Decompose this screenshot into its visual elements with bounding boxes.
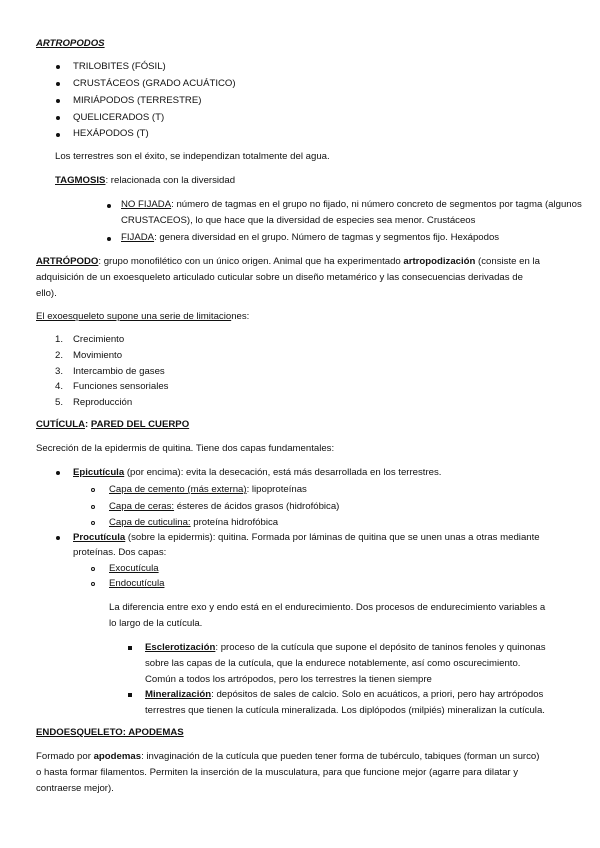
list-item: TRILOBITES (FÓSIL) <box>73 61 166 72</box>
bullet-icon <box>56 82 60 86</box>
capa-ceras-term: Capa de ceras: <box>109 501 175 512</box>
list-number: 1. <box>55 334 64 345</box>
apodemas-term: apodemas <box>93 751 142 762</box>
list-item: MIRIÁPODOS (TERRESTRE) <box>73 95 202 106</box>
endo-pre: Formado por <box>36 751 94 762</box>
procuticula-text: (sobre la epidermis): quitina. Formada por láminas de quitina que se unen unas a otras mediante <box>125 532 540 543</box>
bullet-icon <box>56 471 60 475</box>
list-number: 4. <box>55 381 64 392</box>
endoesqueleto-line2: o hasta formar filamentos. Permiten la inserción de la musculatura, para que funcione mejor (agarre para dilatar y <box>36 767 519 778</box>
list-item: Intercambio de gases <box>73 366 165 377</box>
capa-cemento-text: : lipoproteínas <box>246 484 307 495</box>
cuticula-intro: Secreción de la epidermis de quitina. Tiene dos capas fundamentales: <box>36 443 335 454</box>
list-item: CRUSTÁCEOS (GRADO ACUÁTICO) <box>73 78 236 89</box>
artropodo-line1 <box>36 256 540 268</box>
cuticula-heading <box>36 419 189 431</box>
bullet-icon <box>56 99 60 103</box>
limitaciones-underlined: El exoesqueleto supone una serie de limitacio <box>36 311 232 322</box>
tagmosis-item-cont: CRUSTACEOS), lo que hace que la diversidad de especies sea menor. Crustáceos <box>121 215 476 226</box>
mineralizacion-line2: terrestres que tienen la cutícula mineralizada. Los diplópodos (milpiés) mineralizan la cutícula. <box>145 705 545 716</box>
epicuticula-line <box>73 467 441 479</box>
square-bullet-icon <box>128 693 132 697</box>
circle-bullet-icon <box>91 567 95 571</box>
tagmosis-desc: : relacionada con la diversidad <box>105 175 236 186</box>
esclerotizacion-line3: Común a todos los artrópodos, pero los terrestres la tienen siempre <box>145 674 432 685</box>
sublist-item <box>109 484 307 496</box>
tagmosis-item <box>121 232 499 244</box>
list-item: Reproducción <box>73 397 133 408</box>
circle-bullet-icon <box>91 488 95 492</box>
circle-bullet-icon <box>91 521 95 525</box>
procuticula-line <box>73 532 540 544</box>
capa-ceras-text: ésteres de ácidos grasos (hidrofóbica) <box>174 501 340 512</box>
endoesqueleto-line1 <box>36 751 539 763</box>
square-bullet-icon <box>128 646 132 650</box>
epicuticula-term: Epicutícula <box>73 467 125 478</box>
cuticula-term: CUTÍCULA <box>36 419 86 430</box>
list-number: 2. <box>55 350 64 361</box>
limitaciones-rest: nes: <box>231 311 250 322</box>
title: ARTROPODOS <box>36 38 105 49</box>
diferencia-line1: La diferencia entre exo y endo está en el endurecimiento. Dos procesos de endurecimiento variables a <box>109 602 546 613</box>
esclerotizacion-term: Esclerotización <box>145 642 216 653</box>
tagmosis-item <box>121 199 582 211</box>
esclerotizacion-text: : proceso de la cutícula que supone el depósito de taninos fenoles y quinonas <box>215 642 546 653</box>
artropodizacion-term: artropodización <box>403 256 476 267</box>
list-item: QUELICERADOS (T) <box>73 112 165 123</box>
esclerotizacion-line2: sobre las capas de la cutícula, que la endurece notablemente, así como oscurecimiento. <box>145 658 521 669</box>
pared-term: PARED DEL CUERPO <box>90 419 190 430</box>
capa-cemento-term: Capa de cemento (más externa) <box>109 484 247 495</box>
capa-cuticulina-text: proteína hidrofóbica <box>190 517 279 528</box>
list-item: HEXÁPODOS (T) <box>73 128 149 139</box>
mineralizacion-text: : depósitos de sales de calcio. Solo en acuáticos, a priori, pero hay artrópodos <box>211 689 544 700</box>
cuticula-sep: : <box>85 419 91 430</box>
bullet-icon <box>56 133 60 137</box>
procuticula-cont: proteínas. Dos capas: <box>73 547 167 558</box>
no-fijada-term: NO FIJADA <box>121 199 172 210</box>
bullet-icon <box>56 536 60 540</box>
list-item: Movimiento <box>73 350 123 361</box>
mineralizacion-term: Mineralización <box>145 689 212 700</box>
list-number: 3. <box>55 366 64 377</box>
no-fijada-text: : número de tagmas en el grupo no fijado, ni número concreto de segmentos por tagma (algunos <box>171 199 582 210</box>
circle-bullet-icon <box>91 582 95 586</box>
endo-text: : invaginación de la cutícula que pueden tener forma de tubérculo, tabiques (forman un surco) <box>141 751 540 762</box>
list-item: Funciones sensoriales <box>73 381 169 392</box>
procuticula-term: Procutícula <box>73 532 126 543</box>
tagmosis-term: TAGMOSIS <box>55 175 106 186</box>
bullet-icon <box>56 116 60 120</box>
artropodo-line3: ello). <box>36 288 57 299</box>
epicuticula-text: (por encima): evita la desecación, está más desarrollada en los terrestres. <box>124 467 442 478</box>
tagmosis-line <box>55 175 235 187</box>
artropodo-text: : grupo monofilético con un único origen. Animal que ha experimentado <box>98 256 404 267</box>
circle-bullet-icon <box>91 505 95 509</box>
sublist-item <box>109 517 278 529</box>
bullet-icon <box>107 237 111 241</box>
list-item: Crecimiento <box>73 334 125 345</box>
artropodo-term: ARTRÓPODO <box>36 256 99 267</box>
terrestres-text: Los terrestres son el éxito, se independizan totalmente del agua. <box>55 151 330 162</box>
sublist-item: Endocutícula <box>109 578 165 589</box>
bullet-icon <box>107 204 111 208</box>
capa-cuticulina-term: Capa de cuticulina: <box>109 517 191 528</box>
list-number: 5. <box>55 397 64 408</box>
artropodo-line2: adquisición de un exoesqueleto articulado cuticular sobre un diseño metamérico y las consecuencias derivadas de <box>36 272 523 283</box>
esclerotizacion-line1 <box>145 642 546 654</box>
mineralizacion-line1 <box>145 689 543 701</box>
endoesqueleto-heading: ENDOESQUELETO: APODEMAS <box>36 727 184 738</box>
fijada-text: : genera diversidad en el grupo. Número de tagmas y segmentos fijo. Hexápodos <box>154 232 500 243</box>
limitaciones-heading <box>36 311 249 323</box>
sublist-item <box>109 501 339 513</box>
fijada-term: FIJADA <box>121 232 155 243</box>
diferencia-line2: lo largo de la cutícula. <box>109 618 203 629</box>
sublist-item: Exocutícula <box>109 563 159 574</box>
bullet-icon <box>56 65 60 69</box>
artropodo-text2: (consiste en la <box>475 256 540 267</box>
endoesqueleto-line3: contraerse mejor). <box>36 783 114 794</box>
